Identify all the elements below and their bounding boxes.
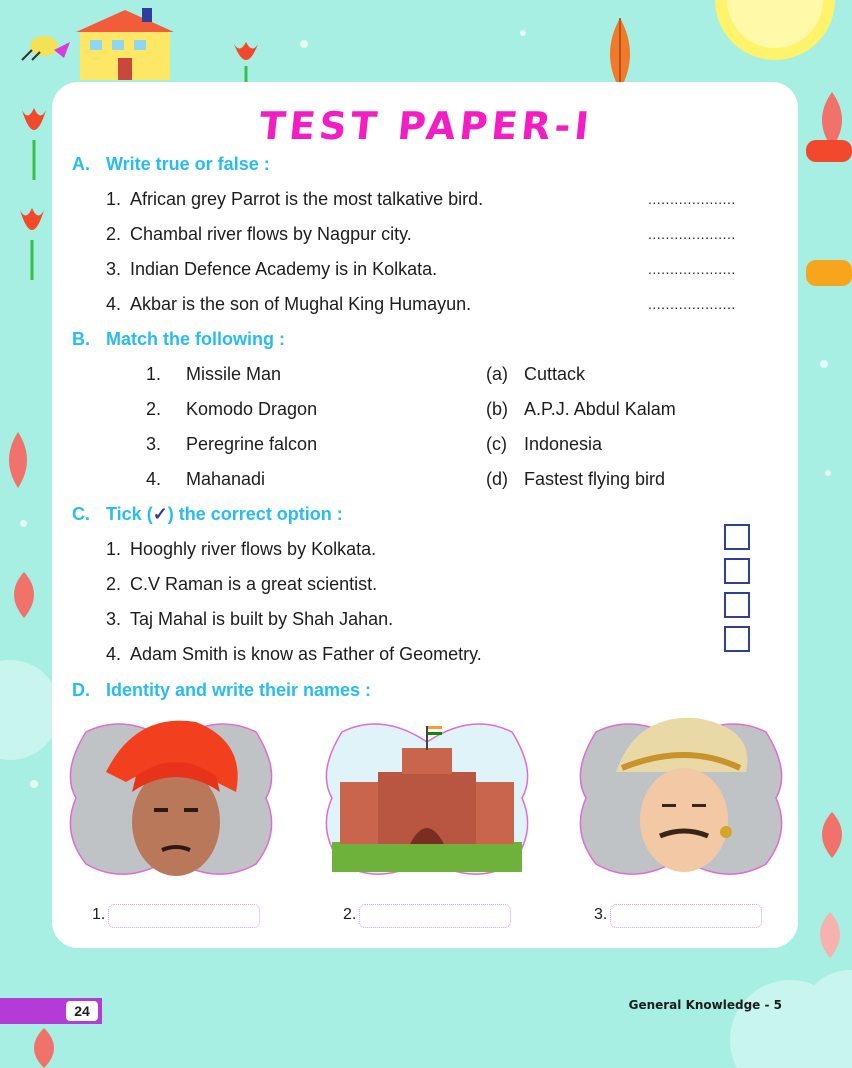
sun-icon: [680, 0, 850, 90]
answer-blank[interactable]: ....................: [648, 191, 736, 207]
match-right-item: Cuttack: [524, 364, 586, 384]
cloud-icon: [0, 650, 60, 770]
cloud-icon: [700, 960, 852, 1068]
section-d-heading: D. Identity and write their names :: [72, 680, 372, 700]
portrait-turban-man-image: [66, 712, 276, 884]
match-left-number: 1.: [146, 364, 162, 384]
true-false-item: 4. Akbar is the son of Mughal King Humayun.: [106, 294, 472, 314]
tick-option-item: 3. Taj Mahal is built by Shah Jahan.: [106, 609, 394, 629]
decorative-strip-icon: [800, 140, 852, 310]
bird-icon: [14, 20, 74, 70]
tick-option-item: 1. Hooghly river flows by Kolkata.: [106, 539, 377, 559]
answer-label: 2.: [343, 906, 357, 923]
leaf-icon: [812, 810, 852, 860]
match-left-number: 2.: [146, 399, 162, 419]
leaf-icon: [24, 1026, 64, 1068]
section-a-heading: A. Write true or false :: [72, 154, 270, 174]
match-right-label: (c): [486, 434, 507, 454]
tick-option-item: 4. Adam Smith is know as Father of Geometry.: [106, 644, 482, 664]
tick-box[interactable]: [724, 626, 750, 652]
match-right-label: (d): [486, 469, 508, 489]
answer-label: 3.: [594, 906, 608, 923]
match-left-item: Peregrine falcon: [186, 434, 318, 454]
match-right-item: Indonesia: [524, 434, 603, 454]
answer-label: 1.: [92, 906, 106, 923]
tick-box[interactable]: [724, 524, 750, 550]
match-left-number: 4.: [146, 469, 162, 489]
answer-input-1[interactable]: [108, 904, 260, 928]
red-fort-image: [322, 712, 532, 884]
answer-blank[interactable]: ....................: [648, 226, 736, 242]
match-right-label: (a): [486, 364, 508, 384]
tick-option-item: 2. C.V Raman is a great scientist.: [106, 574, 378, 594]
true-false-item: 2. Chambal river flows by Nagpur city.: [106, 224, 412, 244]
tulip-flower-icon: [12, 200, 52, 280]
leaf-icon: [0, 430, 36, 490]
mughal-emperor-image: [576, 712, 786, 884]
match-right-item: A.P.J. Abdul Kalam: [524, 399, 676, 419]
book-title: General Knowledge - 5: [628, 998, 782, 1012]
match-left-number: 3.: [146, 434, 162, 454]
section-c-heading: C. Tick (✓) the correct option :: [72, 504, 343, 524]
tick-box[interactable]: [724, 558, 750, 584]
true-false-item: 1. African grey Parrot is the most talkative bird.: [106, 189, 484, 209]
answer-input-3[interactable]: [610, 904, 762, 928]
leaf-icon: [810, 910, 850, 960]
match-left-item: Komodo Dragon: [186, 399, 318, 419]
match-left-item: Missile Man: [186, 364, 282, 384]
answer-blank[interactable]: ....................: [648, 261, 736, 277]
house-icon: [72, 8, 182, 82]
answer-input-2[interactable]: [359, 904, 511, 928]
section-b-heading: B. Match the following :: [72, 329, 285, 349]
page-title: TEST PAPER-I: [257, 104, 595, 148]
true-false-item: 3. Indian Defence Academy is in Kolkata.: [106, 259, 438, 279]
check-mark-icon: ✓: [152, 504, 168, 524]
leaf-icon: [4, 570, 44, 620]
match-right-label: (b): [486, 399, 508, 419]
page-number: 24: [66, 1001, 98, 1021]
tick-box[interactable]: [724, 592, 750, 618]
answer-blank[interactable]: ....................: [648, 296, 736, 312]
match-left-item: Mahanadi: [186, 469, 266, 489]
match-right-item: Fastest flying bird: [524, 469, 666, 489]
